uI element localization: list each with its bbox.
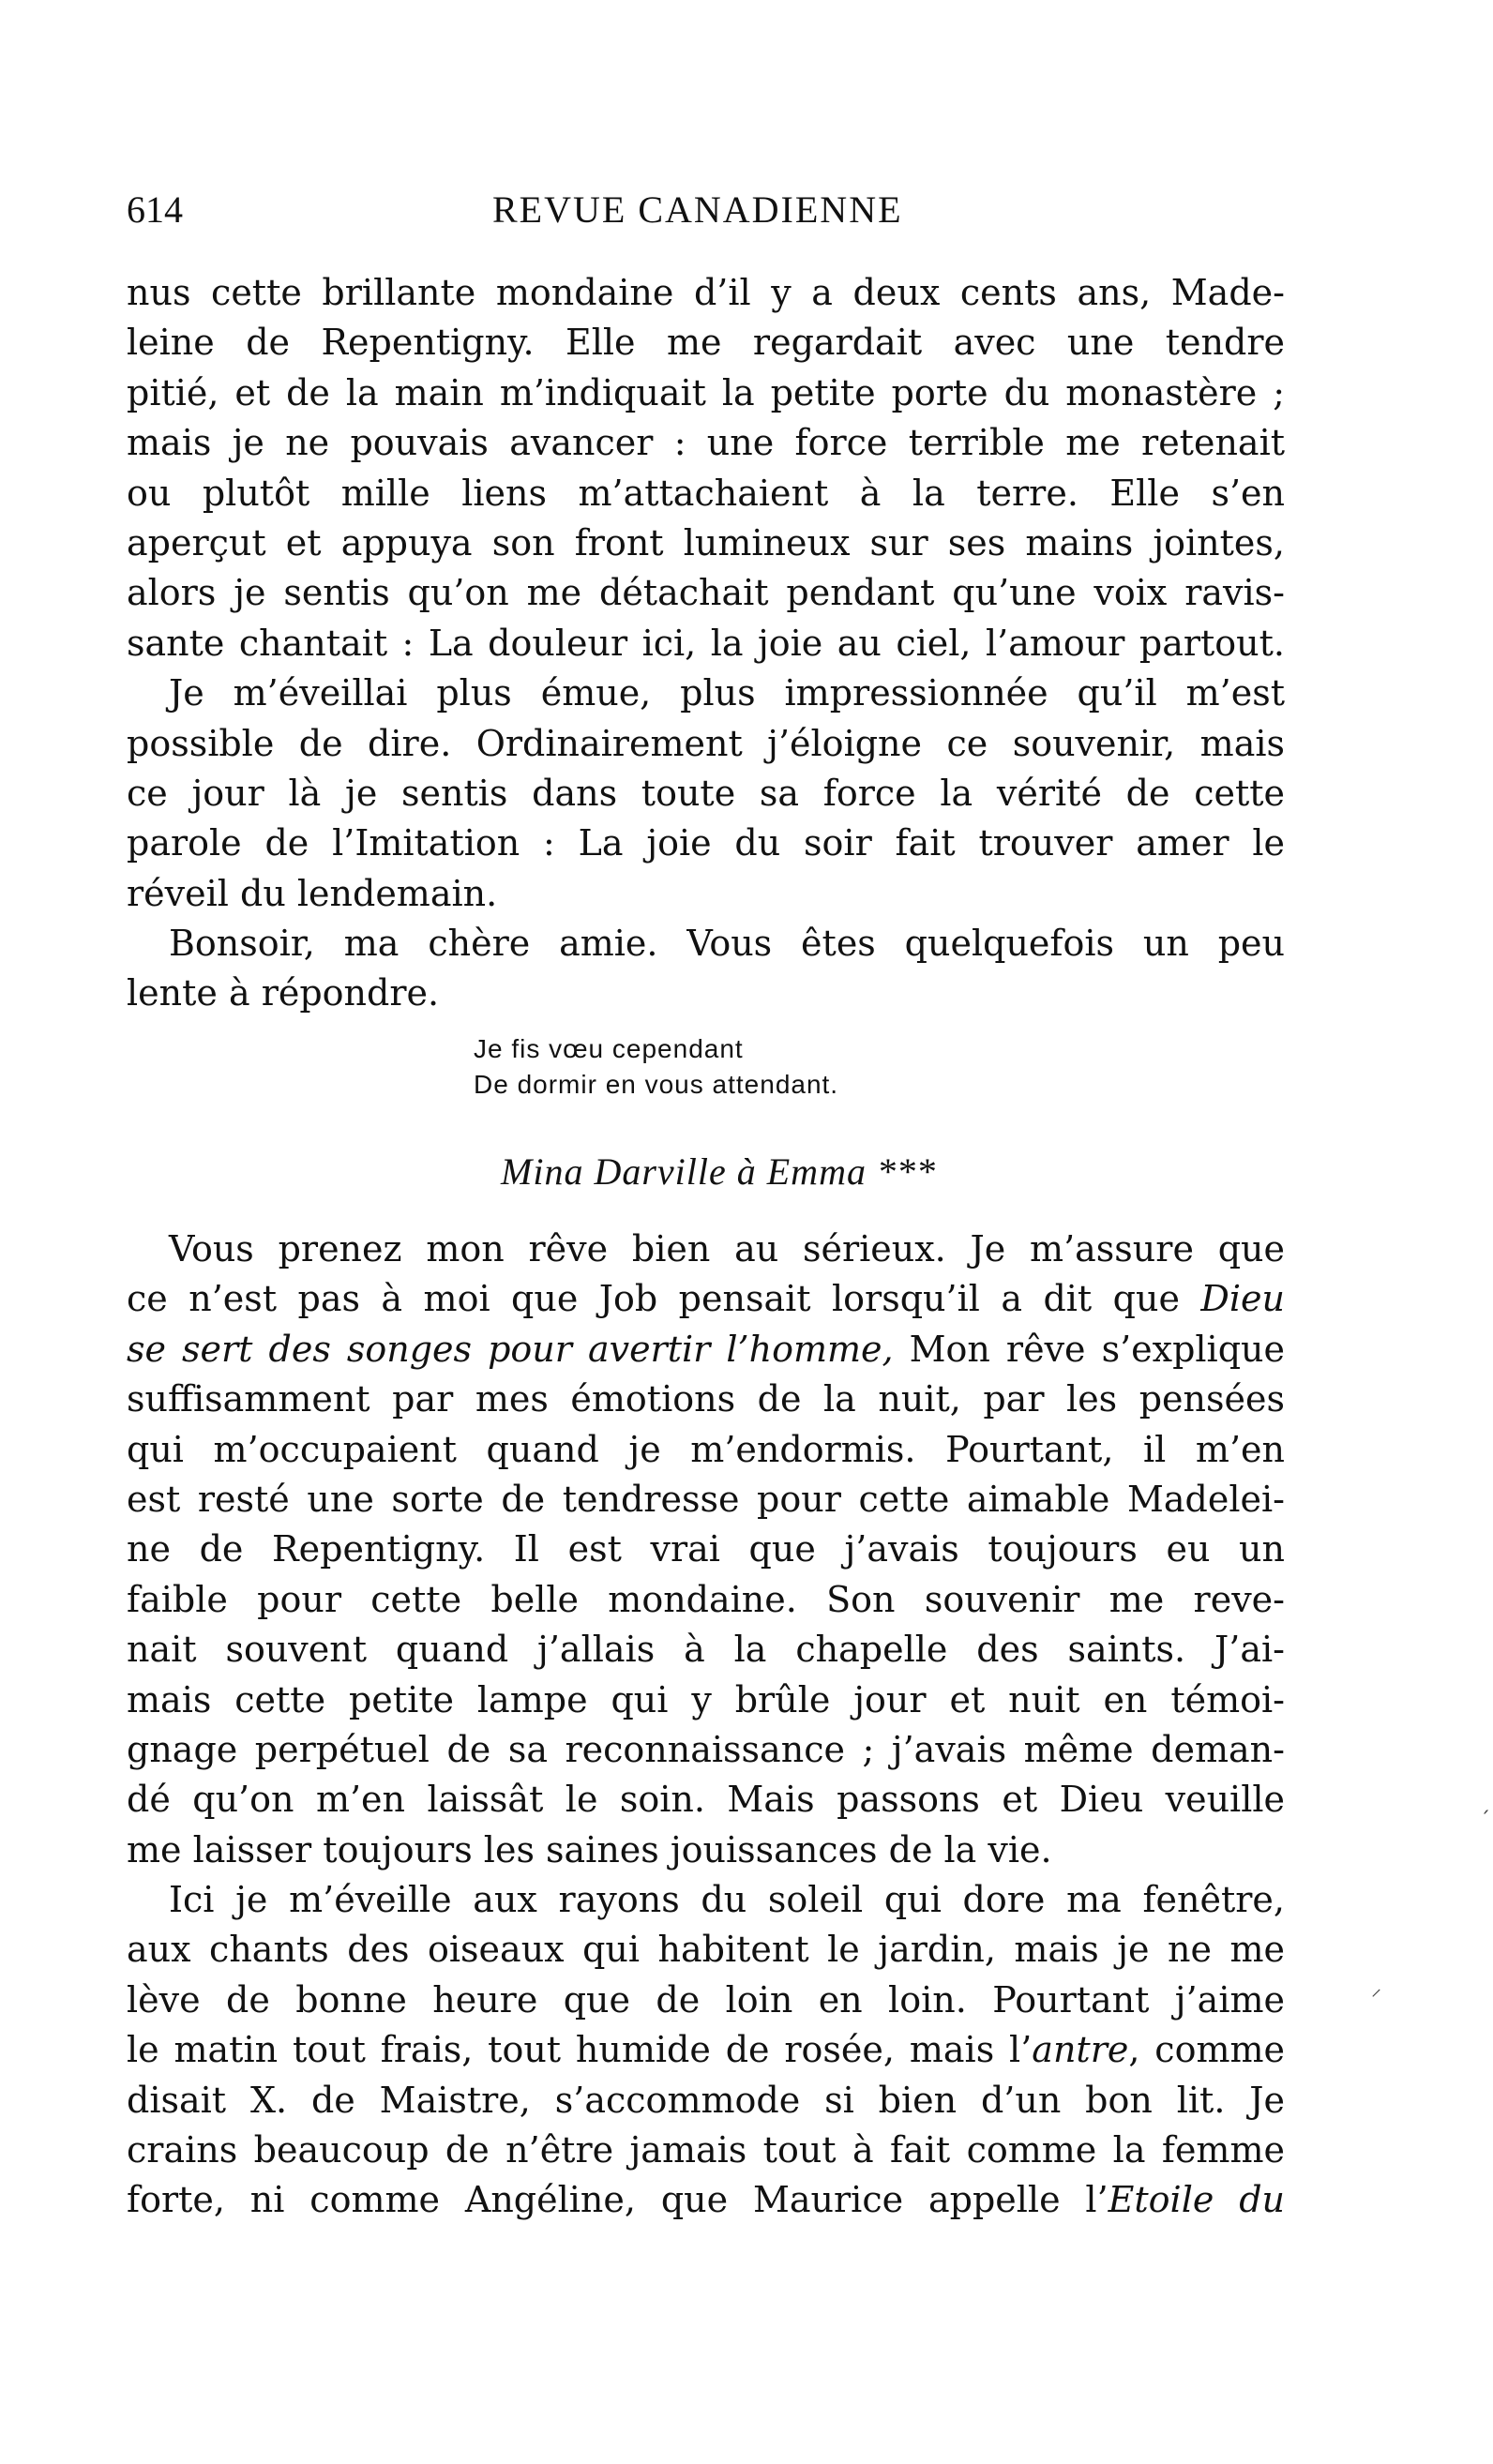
text-line: nait souvent quand j’allais à la chapelle des saints. J’ai- [127,1629,1285,1671]
text-line: suffisamment par mes émotions de la nuit, par les pensées [127,1378,1285,1420]
paragraph-block-1 [127,268,1285,1019]
text-line [127,2175,1285,2225]
text-line: est resté une sorte de tendresse pour cette aimable Madelei- [127,1478,1285,1520]
italic-run: Etoile du [1108,2179,1286,2221]
text-line: mais cette petite lampe qui y brûle jour et nuit en témoi- [127,1678,1285,1720]
text-line: parole de l’Imitation : La joie du soir fait trouver amer le [127,822,1285,864]
text-line: lève de bonne heure que de loin en loin. Pourtant j’aime [127,1978,1285,2021]
text-line: alors je sentis qu’on me détachait pendant qu’une voix ravis- [127,572,1285,614]
text-line: gnage perpétuel de sa reconnaissance ; j’avais même deman- [127,1728,1285,1770]
text-run: le matin tout frais, tout humide de rosée, mais l’ [127,2029,1033,2071]
margin-mark-icon: ⸝ [1371,1977,1382,2001]
text-line: pitié, et de la main m’indiquait la petite porte du monastère ; [127,371,1285,413]
text-line: Je m’éveillai plus émue, plus impressionnée qu’il m’est [169,672,1285,714]
text-line: crains beaucoup de n’être jamais tout à fait comme la femme [127,2129,1285,2171]
text-line: possible de dire. Ordinairement j’éloigne ce souvenir, mais [127,722,1285,764]
italic-run: se sert des songes pour avertir l’homme, [127,1328,894,1370]
text-line: me laisser toujours les saines jouissances de la vie. [127,1828,1052,1871]
text-line: ne de Repentigny. Il est vrai que j’avais toujours eu un [127,1528,1285,1570]
text-line: qui m’occupaient quand je m’endormis. Pourtant, il m’en [127,1428,1285,1470]
text-line: Ici je m’éveille aux rayons du soleil qui dore ma fenêtre, [169,1879,1285,1921]
text-line [127,1325,1285,1375]
page-number: 614 [127,188,183,231]
italic-run: antre [1032,2029,1129,2071]
text-line: mais je ne pouvais avancer : une force terrible me retenait [127,422,1285,464]
letter-heading [0,1149,1493,1194]
italic-run: Dieu [1200,1278,1285,1320]
text-run: Mon rêve s’explique [893,1328,1285,1370]
text-line: leine de Repentigny. Elle me regardait avec une tendre [127,322,1285,364]
verse-line: Je fis vœu cependant [474,1034,744,1063]
text-line: faible pour cette belle mondaine. Son souvenir me reve- [127,1578,1285,1620]
text-line [127,2025,1285,2075]
verse-quote [474,1031,838,1103]
text-line: aux chants des oiseaux qui habitent le jardin, mais je ne me [127,1929,1285,1971]
margin-mark-icon: ˏ [1480,1791,1490,1814]
text-line: ce jour là je sentis dans toute sa force la vérité de cette [127,772,1285,814]
text-run: forte, ni comme Angéline, que Maurice appelle l’ [127,2179,1108,2221]
text-line: nus cette brillante mondaine d’il y a deux cents ans, Made- [127,272,1285,313]
text-line: dé qu’on m’en laissât le soin. Mais passons et Dieu veuille [127,1779,1285,1821]
text-line: réveil du lendemain. [127,872,498,914]
text-line: Vous prenez mon rêve bien au sérieux. Je m’assure que [169,1228,1285,1270]
text-line [127,1274,1285,1324]
running-head [127,188,1275,234]
text-line: disait X. de Maistre, s’accommode si bien d’un bon lit. Je [127,2079,1285,2121]
letter-heading-text: Mina Darville à Emma *** [501,1150,936,1193]
text-line: ou plutôt mille liens m’attachaient à la terre. Elle s’en [127,472,1285,514]
text-line: aperçut et appuya son front lumineux sur ses mains jointes, [127,521,1285,563]
text-line: Bonsoir, ma chère amie. Vous êtes quelquefois un peu [169,923,1285,965]
text-run: , comme [1128,2029,1286,2071]
text-run: ce n’est pas à moi que Job pensait lorsqu’il a dit que [127,1278,1201,1320]
paragraph-block-2 [127,1224,1285,2226]
running-title: REVUE CANADIENNE [492,188,903,231]
text-line: lente à répondre. [127,972,440,1014]
verse-line: De dormir en vous attendant. [474,1070,839,1099]
text-line: sante chantait : La douleur ici, la joie au ciel, l’amour partout. [127,622,1285,664]
